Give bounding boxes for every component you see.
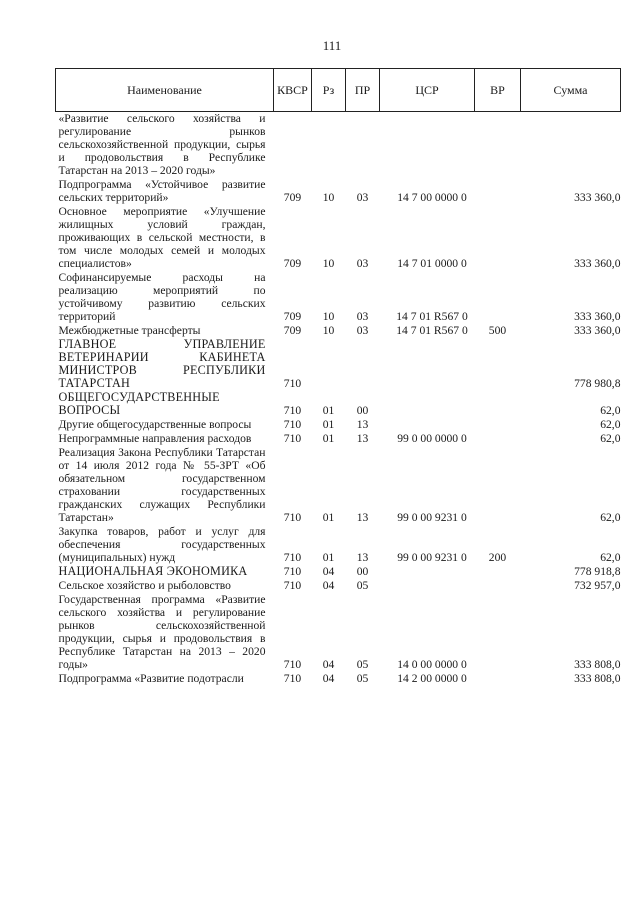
table-row	[56, 177, 621, 204]
cell-kvsr: 709	[283, 324, 302, 337]
cell-kvsr: 709	[283, 191, 302, 204]
cell-kvsr	[274, 112, 312, 178]
cell-sum: 333 360,0	[574, 310, 621, 323]
header-vr: ВР	[475, 69, 521, 112]
cell-name: Межбюджетные трансферты	[58, 324, 201, 337]
cell-pr: 00	[356, 404, 369, 417]
cell-pr: 03	[356, 310, 369, 323]
cell-name: ОБЩЕГОСУДАРСТВЕННЫЕ ВОПРОСЫ	[58, 390, 220, 417]
cell-sum: 62,0	[600, 418, 621, 431]
cell-vr	[475, 431, 521, 445]
cell-csr: 99 0 00 9231 0	[397, 511, 467, 524]
cell-vr	[475, 578, 521, 592]
cell-rz	[312, 112, 346, 178]
cell-rz: 01	[322, 511, 335, 524]
cell-kvsr: 709	[283, 257, 302, 270]
table-row	[56, 417, 621, 431]
cell-rz: 04	[322, 672, 335, 685]
cell-name: «Развитие сельского хозяйства и регулирование рынков сельскохозяйственной продукции, сырья и продовольствия в Республике Татарстан на 2013 – 2020 годы»	[58, 112, 266, 177]
cell-sum: 62,0	[600, 404, 621, 417]
cell-vr	[475, 337, 521, 390]
cell-kvsr: 710	[283, 404, 302, 417]
cell-rz	[312, 337, 346, 390]
cell-sum	[521, 112, 621, 178]
cell-vr	[475, 592, 521, 671]
cell-pr: 00	[356, 565, 369, 578]
cell-vr: 200	[488, 551, 507, 564]
cell-sum: 778 918,8	[574, 565, 621, 578]
cell-sum: 732 957,0	[574, 579, 621, 592]
table-body	[56, 112, 621, 686]
cell-kvsr: 710	[283, 551, 302, 564]
cell-rz: 01	[322, 551, 335, 564]
cell-pr: 05	[356, 579, 369, 592]
cell-name: Сельское хозяйство и рыболовство	[58, 579, 231, 592]
cell-vr	[475, 417, 521, 431]
cell-csr: 99 0 00 0000 0	[397, 432, 467, 445]
table-row	[56, 431, 621, 445]
cell-name: НАЦИОНАЛЬНАЯ ЭКОНОМИКА	[58, 564, 248, 578]
cell-pr: 13	[356, 511, 369, 524]
cell-csr	[380, 337, 475, 390]
cell-csr: 99 0 00 9231 0	[397, 551, 467, 564]
header-sum: Сумма	[521, 69, 621, 112]
table-header-row	[56, 69, 621, 112]
cell-rz: 04	[322, 565, 335, 578]
cell-csr: 14 7 00 0000 0	[397, 191, 467, 204]
table-row	[56, 564, 621, 578]
cell-name: Непрограммные направления расходов	[58, 432, 252, 445]
cell-name: Основное мероприятие «Улучшение жилищных условий граждан, проживающих в сельской местности, в том числе молодых семей и молодых специалистов»	[58, 205, 266, 270]
cell-name: Реализация Закона Республики Татарстан от 14 июля 2012 года № 55-ЗРТ «Об обязательном государственном страховании государственных гражданских служащих Республики Татарстан»	[58, 446, 266, 524]
cell-name: Софинансируемые расходы на реализацию мероприятий по устойчивому развитию сельских территорий	[58, 271, 266, 323]
cell-sum: 333 360,0	[574, 324, 621, 337]
cell-csr: 14 7 01 0000 0	[397, 257, 467, 270]
cell-csr	[380, 564, 475, 578]
table-row	[56, 524, 621, 564]
cell-csr: 14 7 01 R567 0	[396, 324, 468, 337]
cell-rz: 01	[322, 404, 335, 417]
header-pr: ПР	[346, 69, 380, 112]
cell-rz: 10	[322, 257, 335, 270]
table-row	[56, 445, 621, 524]
cell-pr: 03	[356, 257, 369, 270]
table-row	[56, 323, 621, 337]
cell-csr: 14 7 01 R567 0	[396, 310, 468, 323]
cell-vr	[475, 270, 521, 323]
cell-pr: 03	[356, 324, 369, 337]
cell-rz: 10	[322, 191, 335, 204]
cell-name: Государственная программа «Развитие сельского хозяйства и регулирование рынков сельскохозяйственной продукции, сырья и продовольствия в Республике Татарстан на 2013 – 2020 годы»	[58, 593, 266, 671]
cell-kvsr: 710	[283, 579, 302, 592]
cell-rz: 01	[322, 432, 335, 445]
table-row	[56, 204, 621, 270]
header-rz: Рз	[312, 69, 346, 112]
cell-name: Другие общегосударственные вопросы	[58, 418, 252, 431]
cell-sum: 62,0	[600, 551, 621, 564]
table-row	[56, 671, 621, 685]
cell-pr: 03	[356, 191, 369, 204]
table-row	[56, 337, 621, 390]
cell-kvsr: 710	[283, 511, 302, 524]
cell-name: Закупка товаров, работ и услуг для обеспечения государственных (муниципальных) нужд	[58, 525, 266, 564]
cell-kvsr: 710	[283, 432, 302, 445]
cell-kvsr: 710	[283, 658, 302, 671]
table-row	[56, 592, 621, 671]
cell-pr: 13	[356, 432, 369, 445]
cell-sum: 62,0	[600, 511, 621, 524]
cell-csr	[380, 390, 475, 417]
cell-csr	[380, 417, 475, 431]
table-row	[56, 578, 621, 592]
cell-pr	[346, 112, 380, 178]
cell-sum: 333 360,0	[574, 257, 621, 270]
cell-kvsr: 710	[283, 672, 302, 685]
page-number: 111	[322, 38, 342, 53]
cell-pr: 05	[356, 658, 369, 671]
cell-pr: 13	[356, 551, 369, 564]
cell-pr: 13	[356, 418, 369, 431]
cell-sum: 62,0	[600, 432, 621, 445]
header-csr: ЦСР	[380, 69, 475, 112]
cell-vr: 500	[488, 324, 507, 337]
cell-rz: 04	[322, 579, 335, 592]
budget-table	[55, 68, 621, 685]
table-row	[56, 390, 621, 417]
cell-csr	[380, 112, 475, 178]
cell-name: ГЛАВНОЕ УПРАВЛЕНИЕ ВЕТЕРИНАРИИ КАБИНЕТА МИНИСТРОВ РЕСПУБЛИКИ ТАТАРСТАН	[58, 337, 266, 390]
cell-rz: 01	[322, 418, 335, 431]
cell-vr	[475, 671, 521, 685]
cell-csr	[380, 578, 475, 592]
cell-kvsr: 710	[283, 565, 302, 578]
cell-rz: 04	[322, 658, 335, 671]
cell-vr	[475, 390, 521, 417]
cell-kvsr: 710	[283, 418, 302, 431]
cell-sum: 333 808,0	[574, 658, 621, 671]
header-kvsr: КВСР	[274, 69, 312, 112]
cell-vr	[475, 112, 521, 178]
cell-name: Подпрограмма «Развитие подотрасли	[58, 672, 244, 685]
header-name: Наименование	[56, 69, 274, 112]
table-row	[56, 270, 621, 323]
cell-rz: 10	[322, 310, 335, 323]
cell-kvsr: 710	[283, 377, 302, 390]
cell-vr	[475, 204, 521, 270]
table-row	[56, 112, 621, 178]
cell-vr	[475, 564, 521, 578]
cell-sum: 778 980,8	[574, 377, 621, 390]
cell-vr	[475, 177, 521, 204]
cell-sum: 333 808,0	[574, 672, 621, 685]
cell-pr	[346, 337, 380, 390]
cell-kvsr: 709	[283, 310, 302, 323]
cell-csr: 14 0 00 0000 0	[397, 658, 467, 671]
cell-pr: 05	[356, 672, 369, 685]
cell-name: Подпрограмма «Устойчивое развитие сельских территорий»	[58, 178, 266, 204]
cell-vr	[475, 445, 521, 524]
cell-csr: 14 2 00 0000 0	[397, 672, 467, 685]
cell-rz: 10	[322, 324, 335, 337]
cell-sum: 333 360,0	[574, 191, 621, 204]
